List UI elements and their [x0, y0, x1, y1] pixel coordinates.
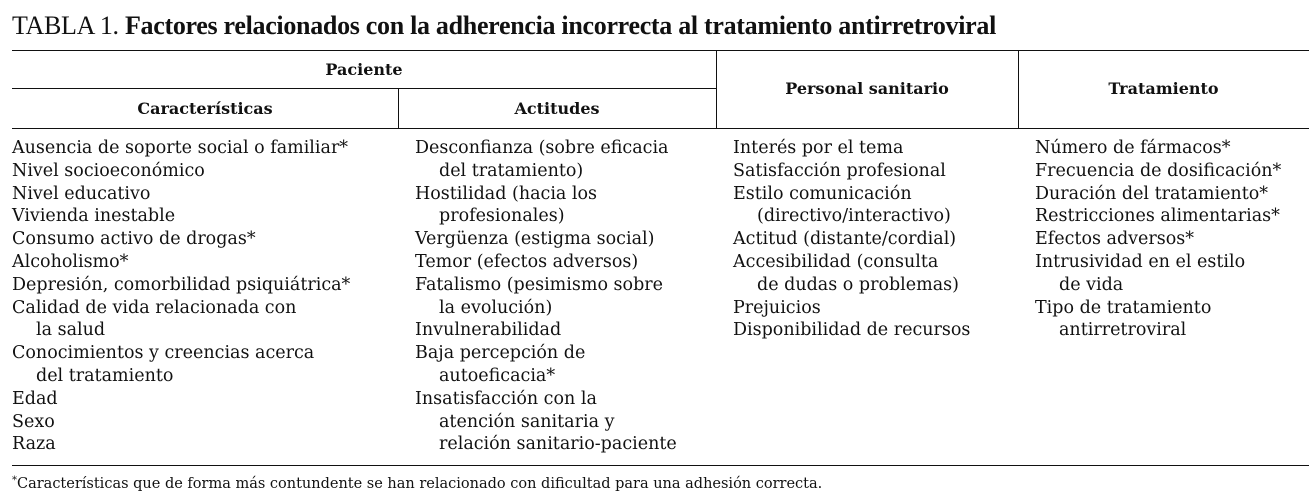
list-item: [415, 228, 677, 251]
item-text: Número de fármacos*: [1035, 138, 1231, 158]
item-text: Nivel socioeconómico: [12, 160, 205, 181]
header-actitudes: Actitudes: [514, 99, 600, 118]
header-personal-sanitario: Personal sanitario: [785, 79, 949, 98]
footnote: [12, 474, 822, 494]
list-item: [12, 137, 350, 160]
list-item: [12, 433, 350, 456]
item-text: Vergüenza (estigma social): [415, 229, 655, 250]
item-text-continuation: del tratamiento: [36, 365, 174, 386]
item-text: Calidad de vida relacionada con: [12, 297, 297, 318]
column-actitudes: [415, 137, 677, 456]
item-text: Depresión, comorbilidad psiquiátrica*: [12, 274, 351, 295]
item-text: Disponibilidad de recursos: [733, 320, 971, 341]
list-item: [1035, 251, 1281, 297]
item-text-continuation: la evolución): [439, 297, 553, 318]
item-text: Satisfacción profesional: [733, 160, 946, 181]
list-item: [1035, 228, 1281, 251]
item-text: Tipo de tratamiento: [1035, 297, 1212, 318]
header-paciente: Paciente: [325, 60, 403, 79]
column-caracteristicas: [12, 137, 350, 456]
item-text: Baja percepción de: [415, 343, 586, 364]
item-text: Sexo: [12, 411, 55, 432]
table-title: [12, 10, 996, 42]
item-text: Frecuencia de dosificación*: [1035, 160, 1282, 181]
list-item: [733, 183, 970, 229]
top-rule: [12, 50, 1309, 51]
list-item: [1035, 137, 1281, 160]
item-text-continuation: antirretroviral: [1059, 320, 1187, 341]
list-item: [12, 160, 350, 183]
item-text-continuation: la salud: [36, 320, 106, 341]
list-item: [415, 319, 677, 342]
item-text: Desconfianza (sobre eficacia: [415, 138, 669, 158]
item-text: Prejuicios: [733, 297, 821, 318]
list-item: [12, 297, 350, 343]
list-item: [415, 388, 677, 456]
header-caracteristicas: Características: [137, 99, 273, 118]
list-item: [12, 183, 350, 206]
item-text: Temor (efectos adversos): [415, 251, 639, 272]
item-text: Edad: [12, 388, 58, 409]
list-item: [12, 411, 350, 434]
list-item: [733, 251, 970, 297]
item-text-continuation: (directivo/interactivo): [757, 206, 951, 227]
item-text-continuation: de dudas o problemas): [757, 274, 959, 295]
list-item: [1035, 183, 1281, 206]
item-text: Alcoholismo*: [12, 251, 129, 272]
footnote-rule: [12, 465, 1309, 466]
item-text: Accesibilidad (consulta: [733, 251, 939, 272]
item-text: Vivienda inestable: [12, 206, 176, 227]
item-text: Invulnerabilidad: [415, 320, 562, 341]
paciente-rule: [12, 88, 716, 89]
item-text-continuation: del tratamiento): [439, 160, 584, 181]
list-item: [1035, 160, 1281, 183]
item-text-continuation: atención sanitaria y: [439, 411, 615, 432]
item-text: Consumo activo de drogas*: [12, 229, 256, 250]
column-personal-sanitario: [733, 137, 970, 342]
list-item: [733, 137, 970, 160]
item-text: Fatalismo (pesimismo sobre: [415, 274, 663, 295]
list-item: [733, 319, 970, 342]
column-tratamiento: [1035, 137, 1281, 342]
list-item: [12, 205, 350, 228]
item-text-continuation: profesionales): [439, 206, 565, 227]
item-text: Raza: [12, 434, 56, 455]
item-text: Duración del tratamiento*: [1035, 183, 1269, 204]
item-text: Interés por el tema: [733, 138, 904, 158]
list-item: [12, 342, 350, 388]
footnote-mark: *: [12, 475, 17, 486]
item-text: Conocimientos y creencias acerca: [12, 343, 315, 364]
header-bottom-rule: [12, 128, 1309, 129]
list-item: [415, 137, 677, 183]
list-item: [1035, 297, 1281, 343]
list-item: [12, 274, 350, 297]
item-text: Estilo comunicación: [733, 183, 912, 204]
item-text: Efectos adversos*: [1035, 229, 1195, 250]
item-text-continuation: autoeficacia*: [439, 365, 556, 386]
list-item: [12, 228, 350, 251]
item-text: Hostilidad (hacia los: [415, 183, 598, 204]
table-number: TABLA 1.: [12, 11, 119, 40]
footnote-text: Características que de forma más contundente se han relacionado con dificultad para una adhesión correcta.: [17, 476, 823, 492]
list-item: [415, 342, 677, 388]
list-item: [415, 183, 677, 229]
list-item: [733, 160, 970, 183]
list-item: [12, 388, 350, 411]
list-item: [12, 251, 350, 274]
list-item: [733, 297, 970, 320]
table-caption: Factores relacionados con la adherencia incorrecta al tratamiento antirretroviral: [124, 11, 997, 40]
item-text: Restricciones alimentarias*: [1035, 206, 1280, 227]
item-text-continuation: de vida: [1059, 274, 1124, 295]
list-item: [415, 251, 677, 274]
item-text: Intrusividad en el estilo: [1035, 251, 1246, 272]
list-item: [415, 274, 677, 320]
item-text: Insatisfacción con la: [415, 388, 597, 409]
list-item: [1035, 205, 1281, 228]
item-text: Ausencia de soporte social o familiar*: [12, 138, 349, 158]
item-text: Nivel educativo: [12, 183, 151, 204]
item-text-continuation: relación sanitario-paciente: [439, 434, 677, 455]
header-tratamiento: Tratamiento: [1108, 79, 1219, 98]
item-text: Actitud (distante/cordial): [733, 229, 957, 250]
list-item: [733, 228, 970, 251]
